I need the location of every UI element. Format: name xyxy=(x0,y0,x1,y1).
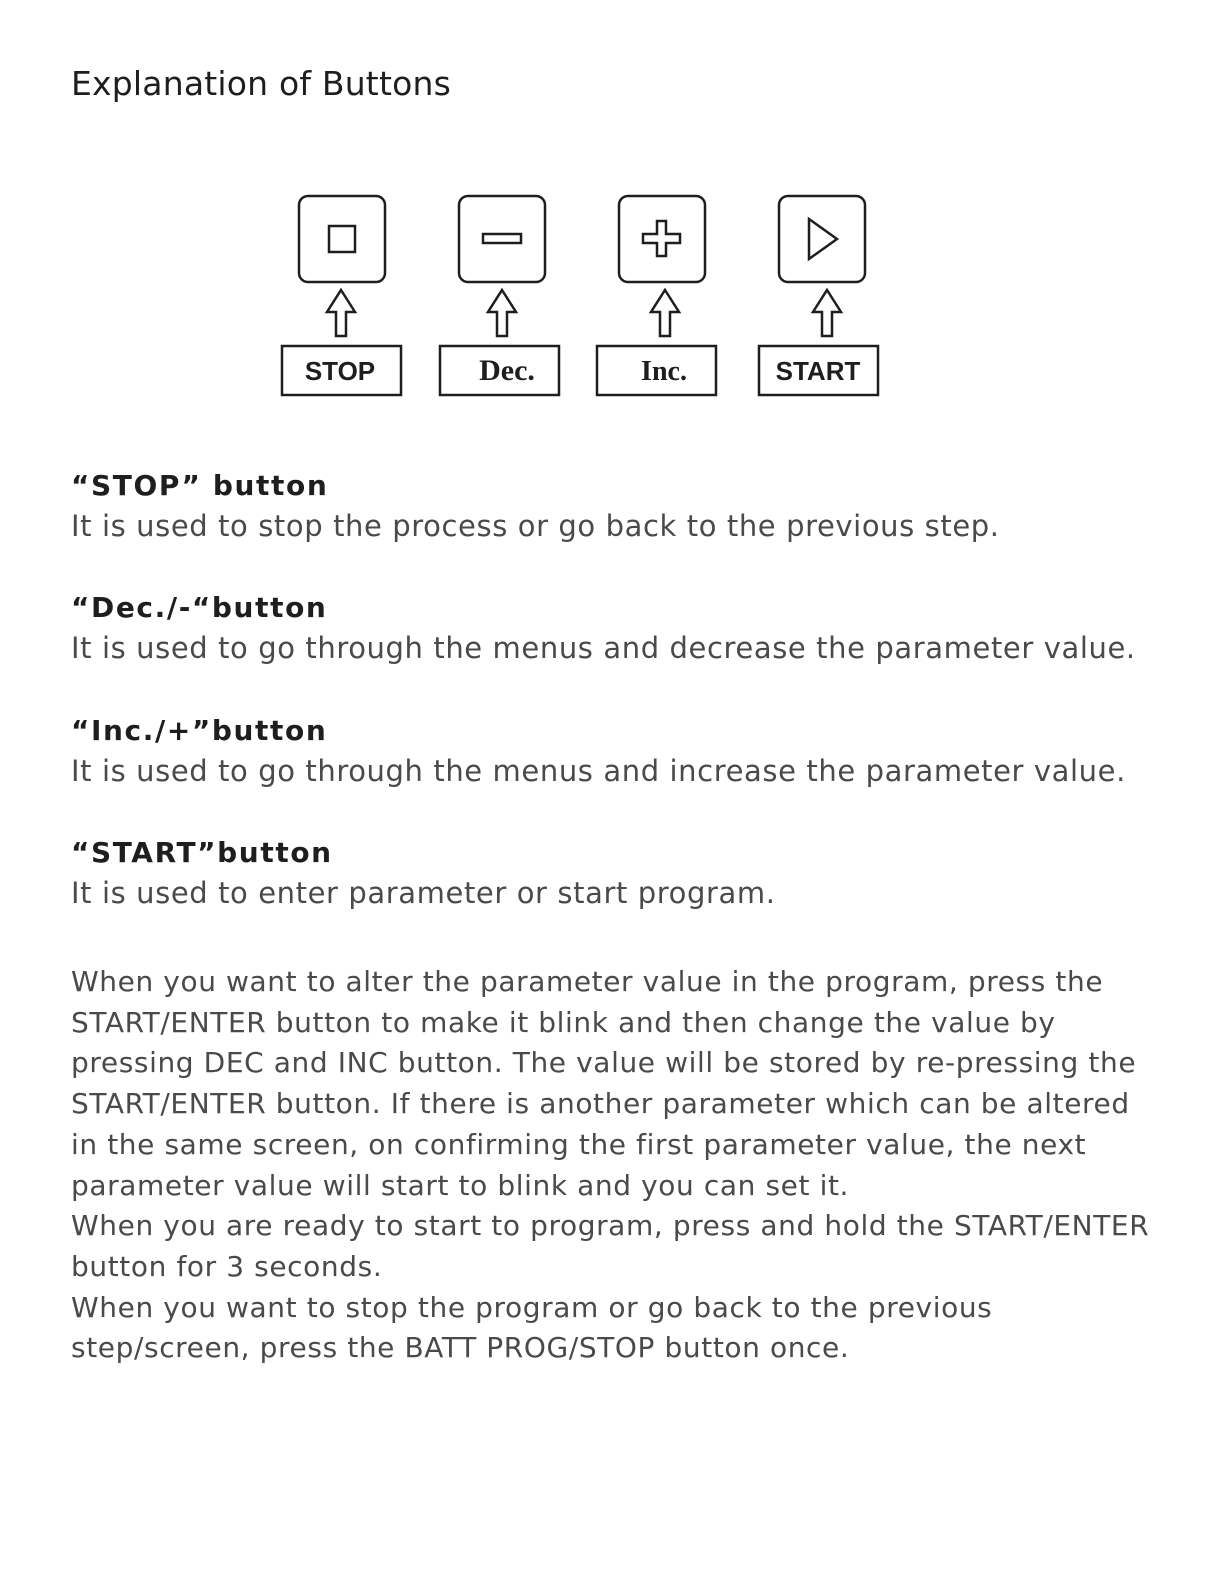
section-heading: “Dec./-“button xyxy=(71,591,328,624)
section-heading: “STOP” button xyxy=(71,469,329,502)
square-icon xyxy=(329,226,355,252)
plus-icon xyxy=(643,221,680,256)
inc-key xyxy=(619,196,705,282)
section-text: It is used to go through the menus and decrease the parameter value. xyxy=(71,631,1136,665)
instruction-paragraph: When you want to alter the parameter value in the program, press the START/ENTER button to make it blink and then change the value by pressing DEC and INC button. The value will be stored by re-pressing the START/ENTER button. If there is another parameter which can be altered in the same screen, on confirming the first parameter value, the next parameter value will start to blink and you can set it. xyxy=(71,965,1137,1202)
start-key xyxy=(779,196,865,282)
instruction-paragraph: When you want to stop the program or go back to the previous step/screen, press the BATT PROG/STOP button once. xyxy=(71,1290,993,1365)
dec-key xyxy=(459,196,545,282)
stop-label-box xyxy=(282,346,401,395)
section-heading: “START”button xyxy=(71,836,333,869)
page-title: Explanation of Buttons xyxy=(71,64,451,103)
minus-icon xyxy=(483,234,521,243)
instruction-paragraph: When you are ready to start to program, press and hold the START/ENTER button for 3 seconds. xyxy=(71,1209,1150,1283)
dec-section xyxy=(71,588,1161,668)
section-text: It is used to enter parameter or start program. xyxy=(71,876,776,910)
stop-key xyxy=(299,196,385,282)
up-arrow-icon xyxy=(488,290,516,336)
stop-section xyxy=(71,466,1161,546)
up-arrow-icon xyxy=(327,290,355,336)
inc-label: Inc. xyxy=(641,356,687,387)
section-text: It is used to go through the menus and increase the parameter value. xyxy=(71,754,1126,788)
instructions-block xyxy=(71,962,1161,1369)
up-arrow-icon xyxy=(813,290,841,336)
button-diagram xyxy=(0,0,1224,420)
play-triangle-icon xyxy=(809,219,837,259)
stop-label: STOP xyxy=(304,356,376,386)
dec-label-box xyxy=(440,346,559,395)
dec-label: Dec. xyxy=(479,354,535,387)
start-label: START xyxy=(775,356,861,386)
section-heading: “Inc./+”button xyxy=(71,714,328,747)
up-arrow-icon xyxy=(651,290,679,336)
start-section xyxy=(71,833,1161,913)
start-label-box xyxy=(759,346,878,395)
inc-section xyxy=(71,711,1161,791)
section-text: It is used to stop the process or go back to the previous step. xyxy=(71,509,1000,543)
inc-label-box xyxy=(597,346,716,395)
